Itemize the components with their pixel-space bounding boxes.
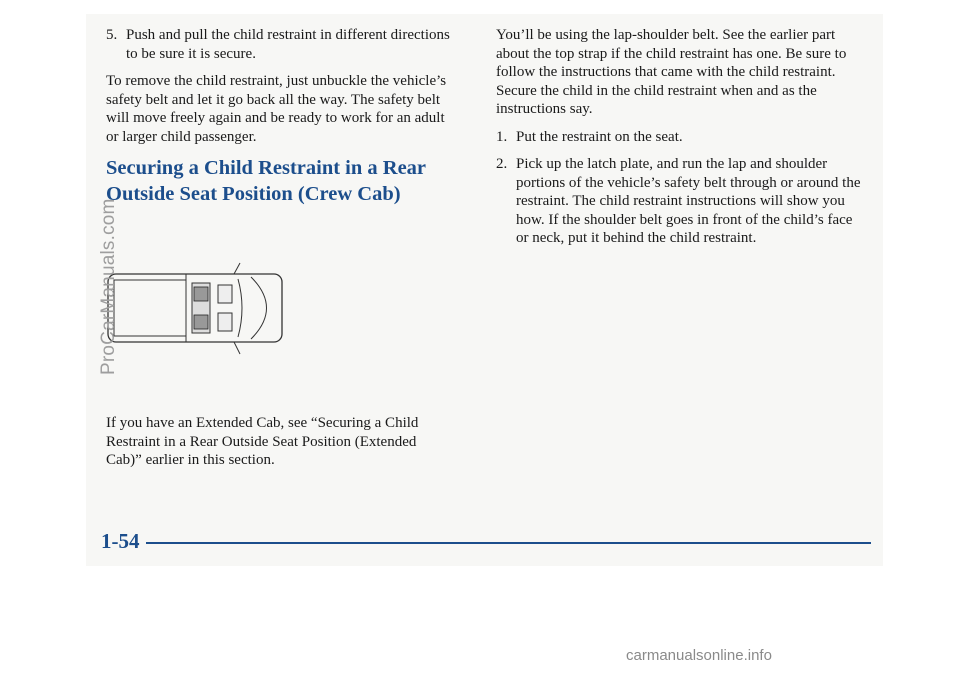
side-watermark: ProCarManuals.com bbox=[98, 198, 119, 375]
step-text: Put the restraint on the seat. bbox=[516, 128, 683, 145]
truck-seat-diagram-icon bbox=[106, 259, 286, 359]
paragraph-intro: You’ll be using the lap-shoulder belt. See the earlier part about the top strap if the child restraint has one. Be sure to follow the instructions that came with the child restraint. Secure the child in the child restraint when and as the instructions say. bbox=[496, 27, 847, 117]
step-2 bbox=[496, 155, 866, 248]
section-heading: Securing a Child Restraint in a Rear Outside Seat Position (Crew Cab) bbox=[106, 157, 426, 205]
page-footer bbox=[101, 526, 871, 556]
step-number: 5. bbox=[106, 27, 118, 43]
step-5 bbox=[106, 26, 454, 63]
bottom-watermark: carmanualsonline.info bbox=[626, 647, 772, 664]
step-text: Push and pull the child restraint in different directions to be sure it is secure. bbox=[126, 27, 450, 62]
right-column bbox=[496, 26, 866, 248]
footer-rule bbox=[146, 542, 872, 544]
page-number: 1-54 bbox=[101, 528, 140, 553]
paragraph-remove-restraint: To remove the child restraint, just unbuckle the vehicle’s safety belt and let it go back all the way. The safety belt will move freely again and be ready to work for an adult or larger child passenger. bbox=[106, 73, 447, 145]
step-text: Pick up the latch plate, and run the lap and shoulder portions of the vehicle’s safety belt through or around the restraint. The child restraint instructions will show you how. If the shoulder belt goes in front of the child’s face or neck, put it behind the child restraint. bbox=[516, 156, 861, 246]
manual-page bbox=[86, 14, 883, 566]
left-column bbox=[106, 26, 454, 207]
step-1 bbox=[496, 128, 866, 147]
left-bottom-text bbox=[106, 414, 454, 470]
step-number: 1. bbox=[496, 128, 508, 145]
step-number: 2. bbox=[496, 156, 508, 172]
paragraph-extended-cab: If you have an Extended Cab, see “Securing a Child Restraint in a Rear Outside Seat Position (Extended Cab)” earlier in this section. bbox=[106, 415, 419, 468]
